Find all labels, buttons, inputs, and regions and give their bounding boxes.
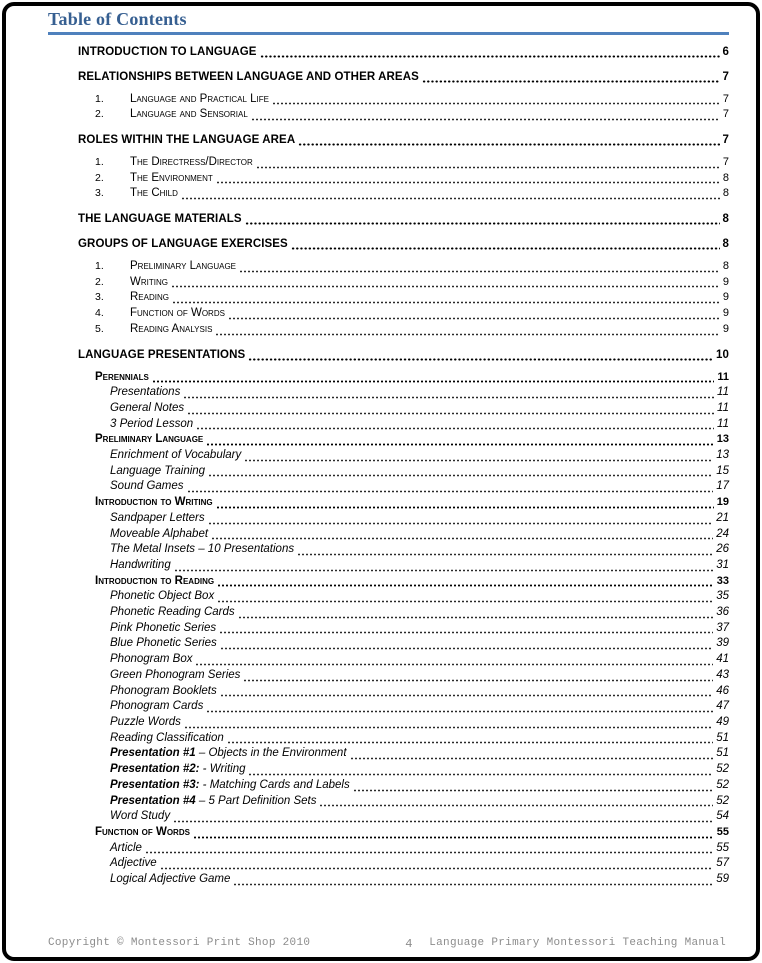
toc-entry-dot-leader xyxy=(256,159,720,169)
toc-entry-label: The Metal Insets – 10 Presentations xyxy=(110,543,295,556)
toc-entry-label: Writing xyxy=(130,275,168,288)
toc-entry-page: 15 xyxy=(716,464,729,477)
toc-entry-label: LANGUAGE PRESENTATIONS xyxy=(78,348,246,361)
toc-entry-label: Sound Games xyxy=(110,480,184,493)
toc-entry-label: Presentations xyxy=(110,386,181,399)
toc-entry[interactable] xyxy=(110,511,729,527)
toc-entry[interactable] xyxy=(110,385,729,401)
toc-entry-dot-leader xyxy=(171,278,720,288)
toc-entry-label: THE LANGUAGE MATERIALS xyxy=(78,213,242,226)
toc-entry-label: Function of Words xyxy=(130,307,225,320)
toc-entry-page: 13 xyxy=(716,449,729,462)
toc-entry-dot-leader xyxy=(181,190,720,200)
toc-entry-bold-prefix: Presentation #4 xyxy=(110,794,196,807)
toc-entry-dot-leader xyxy=(233,876,713,886)
toc-entry-dot-leader xyxy=(183,389,714,399)
toc-entry-label: Logical Adjective Game xyxy=(110,873,231,886)
toc-entry[interactable] xyxy=(110,527,729,543)
toc-entry[interactable] xyxy=(110,841,729,857)
toc-entry-page: 7 xyxy=(722,155,729,168)
toc-entry-number: 2. xyxy=(95,275,104,288)
toc-entry-label: Word Study xyxy=(110,810,171,823)
toc-entry-dot-leader xyxy=(228,310,720,320)
toc-entry-page: 9 xyxy=(722,275,729,288)
toc-entry-page: 13 xyxy=(716,433,729,446)
toc-entry[interactable] xyxy=(110,558,729,574)
toc-entry[interactable] xyxy=(110,542,729,558)
toc-entry-dot-leader xyxy=(350,750,714,760)
toc-entry-label: Green Phonogram Series xyxy=(110,668,241,681)
toc-entry-number: 1. xyxy=(95,155,104,168)
toc-entry-page: 54 xyxy=(716,810,729,823)
toc-entry-page: 7 xyxy=(722,108,729,121)
title-rule xyxy=(48,32,729,35)
toc-entry-label: Handwriting xyxy=(110,558,171,571)
toc-entry[interactable] xyxy=(110,401,729,417)
toc-entry-number: 4. xyxy=(95,307,104,320)
toc-entry[interactable] xyxy=(95,322,729,338)
toc-entry-label: Phonogram Booklets xyxy=(110,684,217,697)
toc-entry-dot-leader xyxy=(187,483,714,493)
toc-entry-dot-leader xyxy=(195,656,713,666)
footer-manual-title: Language Primary Montessori Teaching Manual xyxy=(429,937,726,949)
toc-entry-dot-leader xyxy=(216,174,720,184)
toc-entry-dot-leader xyxy=(272,95,720,105)
toc-entry-label: Blue Phonetic Series xyxy=(110,637,217,650)
toc-entry-label: Preliminary Language xyxy=(95,433,204,446)
toc-entry-dot-leader xyxy=(152,373,714,383)
toc-entry-label: Phonetic Reading Cards xyxy=(110,606,235,619)
toc-entry-dot-leader xyxy=(208,515,714,525)
toc-entry[interactable] xyxy=(110,856,729,872)
toc-entry-page: 35 xyxy=(716,590,729,603)
toc-entry-page: 52 xyxy=(716,778,729,791)
toc-entry-label: - Writing xyxy=(199,763,246,776)
toc-entry-page: 8 xyxy=(722,213,729,226)
toc-entry-dot-leader xyxy=(206,436,713,446)
toc-entry-dot-leader xyxy=(297,546,713,556)
toc-entry-page: 19 xyxy=(716,496,729,509)
toc-entry[interactable] xyxy=(110,479,729,495)
toc-entry[interactable] xyxy=(95,825,729,841)
toc-entry-dot-leader xyxy=(248,766,713,776)
toc-entry-label: - Matching Cards and Labels xyxy=(199,778,350,791)
toc-entry[interactable] xyxy=(95,495,729,511)
toc-entry[interactable] xyxy=(95,370,729,386)
toc-entry-label: ROLES WITHIN THE LANGUAGE AREA xyxy=(78,133,296,146)
toc-entry[interactable] xyxy=(95,432,729,448)
toc-entry-dot-leader xyxy=(220,687,713,697)
toc-entry-label: Introduction to Reading xyxy=(95,574,215,587)
toc-entry-page: 11 xyxy=(717,401,729,414)
toc-entry-page: 8 xyxy=(722,187,729,200)
toc-entry[interactable] xyxy=(110,762,729,778)
toc-entry[interactable] xyxy=(95,171,729,187)
toc-entry-number: 2. xyxy=(95,171,104,184)
toc-entry-dot-leader xyxy=(187,405,714,415)
toc-entry[interactable] xyxy=(95,259,729,275)
toc-entry-label: – Objects in the Environment xyxy=(195,747,347,760)
toc-entry-page: 8 xyxy=(722,238,729,251)
toc-entry-label: Function of Words xyxy=(95,825,190,838)
toc-entry[interactable] xyxy=(95,275,729,291)
toc-entry-page: 49 xyxy=(716,716,729,728)
toc-entry-label: Phonogram Box xyxy=(110,653,193,666)
toc-entry-label: Preliminary Language xyxy=(130,260,237,273)
toc-entry-dot-leader xyxy=(211,530,713,540)
toc-entry-dot-leader xyxy=(319,797,713,807)
toc-entry[interactable] xyxy=(95,290,729,306)
toc-entry[interactable] xyxy=(110,715,729,731)
toc-entry[interactable] xyxy=(78,347,729,363)
toc-entry-bold-prefix: Presentation #3: xyxy=(110,778,200,791)
toc-entry-label: Perennials xyxy=(95,370,149,383)
toc-entry[interactable] xyxy=(78,44,729,60)
toc-entry-page: 9 xyxy=(722,307,729,320)
toc-entry-number: 3. xyxy=(95,291,104,304)
toc-entry[interactable] xyxy=(95,107,729,123)
toc-entry[interactable] xyxy=(95,306,729,322)
toc-entry[interactable] xyxy=(95,155,729,171)
toc-entry-label: The Directress/Director xyxy=(130,155,253,168)
toc-entry-label: RELATIONSHIPS BETWEEN LANGUAGE AND OTHER AREAS xyxy=(78,70,419,83)
toc-entry-page: 17 xyxy=(716,480,729,493)
toc-entry-dot-leader xyxy=(260,48,720,58)
toc-entry[interactable] xyxy=(110,746,729,762)
toc-entry-dot-leader xyxy=(243,672,713,682)
toc-entry-page: 9 xyxy=(722,291,729,304)
toc-entry[interactable] xyxy=(78,211,729,227)
toc-entry[interactable] xyxy=(110,794,729,810)
toc-entry[interactable] xyxy=(110,809,729,825)
toc-entry-dot-leader xyxy=(184,719,713,729)
toc-entry[interactable] xyxy=(110,731,729,747)
toc-entry-dot-leader xyxy=(227,734,713,744)
toc-entry-dot-leader xyxy=(245,215,720,225)
toc-entry[interactable] xyxy=(110,652,729,668)
page-footer xyxy=(48,937,726,951)
toc-entry-label: Phonogram Cards xyxy=(110,700,204,713)
toc-entry[interactable] xyxy=(110,872,729,888)
toc-entry-dot-leader xyxy=(206,703,713,713)
toc-entry[interactable] xyxy=(78,132,729,148)
toc-entry-dot-leader xyxy=(220,640,713,650)
toc-entry-page: 21 xyxy=(716,511,729,524)
toc-entry[interactable] xyxy=(110,636,729,652)
toc-entry-page: 55 xyxy=(716,825,729,838)
footer-copyright: Copyright © Montessori Print Shop 2010 xyxy=(48,937,311,949)
toc-entry-page: 46 xyxy=(716,684,729,697)
toc-entry-page: 51 xyxy=(716,747,729,760)
toc-entry-label: Language and Practical Life xyxy=(130,92,269,105)
toc-entry-number: 1. xyxy=(95,260,104,273)
toc-entry[interactable] xyxy=(95,574,729,590)
page-title: Table of Contents xyxy=(48,9,187,29)
toc-entry-number: 5. xyxy=(95,322,104,335)
toc-entry-label: Pink Phonetic Series xyxy=(110,621,217,634)
toc-entry-page: 26 xyxy=(716,543,729,556)
toc-entry-page: 52 xyxy=(716,794,729,807)
toc-entry-page: 7 xyxy=(722,92,729,105)
toc-entry-dot-leader xyxy=(239,263,720,273)
toc-entry[interactable] xyxy=(95,186,729,202)
toc-entry-dot-leader xyxy=(173,813,713,823)
toc-entry-page: 43 xyxy=(716,668,729,681)
toc-entry-dot-leader xyxy=(172,294,720,304)
toc-entry-label: Language and Sensorial xyxy=(130,108,248,121)
toc-entry-dot-leader xyxy=(353,782,714,792)
toc-entry[interactable] xyxy=(110,778,729,794)
toc-entry-page: 33 xyxy=(716,574,729,587)
toc-entry[interactable] xyxy=(110,684,729,700)
toc-entry-page: 11 xyxy=(717,386,729,399)
toc-entry[interactable] xyxy=(78,236,729,252)
toc-entry-label: – 5 Part Definition Sets xyxy=(195,794,317,807)
toc-entry-dot-leader xyxy=(244,452,713,462)
toc-entry-label: The Child xyxy=(130,187,178,200)
toc-entry-label: Puzzle Words xyxy=(110,716,181,728)
toc-entry[interactable] xyxy=(110,605,729,621)
toc-entry-page: 7 xyxy=(722,70,729,83)
toc-entry-dot-leader xyxy=(217,577,714,587)
toc-entry-label: 3 Period Lesson xyxy=(110,417,194,430)
toc-entry-page: 37 xyxy=(716,621,729,634)
toc-entry-page: 36 xyxy=(716,606,729,619)
toc-entry-dot-leader xyxy=(217,593,713,603)
toc-entry-dot-leader xyxy=(219,624,713,634)
toc-entry-dot-leader xyxy=(193,829,714,839)
toc-entry-dot-leader xyxy=(422,73,720,83)
toc-entry-page: 7 xyxy=(722,133,729,146)
toc-entry-label: Language Training xyxy=(110,464,206,477)
toc-entry-label: Moveable Alphabet xyxy=(110,527,209,540)
toc-entry-page: 47 xyxy=(716,700,729,713)
toc-entry-dot-leader xyxy=(196,420,714,430)
toc-entry[interactable] xyxy=(110,417,729,433)
toc-entry-dot-leader xyxy=(298,136,719,146)
toc-entry-label: Reading Analysis xyxy=(130,322,213,335)
toc-entry-dot-leader xyxy=(291,240,720,250)
toc-entry-page: 24 xyxy=(716,527,729,540)
toc-entry-dot-leader xyxy=(216,499,714,509)
footer-page-number: 4 xyxy=(405,937,413,951)
toc-entry-label: Introduction to Writing xyxy=(95,496,213,509)
toc-entry-page: 41 xyxy=(716,653,729,666)
toc-entry[interactable] xyxy=(110,589,729,605)
toc-entry-label: Enrichment of Vocabulary xyxy=(110,449,242,462)
toc-entry[interactable] xyxy=(110,464,729,480)
toc-entry-label: Sandpaper Letters xyxy=(110,511,205,524)
toc-entry-label: Reading xyxy=(130,291,169,304)
toc-entry-bold-prefix: Presentation #2: xyxy=(110,763,200,776)
toc-entry-number: 3. xyxy=(95,187,104,200)
toc-entry-dot-leader xyxy=(238,609,714,619)
toc-entry-dot-leader xyxy=(145,844,713,854)
toc-entry[interactable] xyxy=(110,668,729,684)
toc-entry-label: GROUPS OF LANGUAGE EXERCISES xyxy=(78,238,288,251)
toc-entry-label: Phonetic Object Box xyxy=(110,590,215,603)
toc-entry-label: General Notes xyxy=(110,401,185,414)
toc-entry-page: 6 xyxy=(722,45,729,58)
toc-entry-page: 10 xyxy=(716,348,729,361)
toc-entry-page: 57 xyxy=(716,857,729,870)
toc-entry-page: 11 xyxy=(717,370,729,383)
toc-entry-label: Adjective xyxy=(110,857,157,870)
toc-entry-page: 51 xyxy=(716,731,729,744)
toc-entry-page: 39 xyxy=(716,637,729,650)
toc-entry-page: 31 xyxy=(716,558,729,571)
toc-entry-dot-leader xyxy=(215,326,719,336)
toc-entry-label: Reading Classification xyxy=(110,731,224,744)
toc-entry-page: 52 xyxy=(716,763,729,776)
toc-entry[interactable] xyxy=(110,448,729,464)
toc-entry-dot-leader xyxy=(251,111,720,121)
toc-entry[interactable] xyxy=(95,92,729,108)
toc-entry-number: 2. xyxy=(95,108,104,121)
toc-list xyxy=(48,44,729,888)
toc-entry-number: 1. xyxy=(95,92,104,105)
toc-entry-page: 11 xyxy=(717,417,729,430)
toc-entry-dot-leader xyxy=(174,562,713,572)
toc-entry-dot-leader xyxy=(160,860,714,870)
toc-entry[interactable] xyxy=(110,621,729,637)
toc-entry-page: 8 xyxy=(722,260,729,273)
toc-entry-page: 59 xyxy=(716,873,729,886)
toc-entry-bold-prefix: Presentation #1 xyxy=(110,747,196,760)
toc-entry-page: 9 xyxy=(722,322,729,335)
toc-entry[interactable] xyxy=(110,699,729,715)
toc-entry-label: INTRODUCTION TO LANGUAGE xyxy=(78,45,257,58)
toc-entry-label: Article xyxy=(110,841,142,854)
toc-entry-label: The Environment xyxy=(130,171,213,184)
toc-entry[interactable] xyxy=(78,69,729,85)
toc-entry-page: 55 xyxy=(716,841,729,854)
toc-entry-dot-leader xyxy=(208,467,713,477)
toc-entry-page: 8 xyxy=(722,171,729,184)
toc-entry-dot-leader xyxy=(248,351,713,361)
